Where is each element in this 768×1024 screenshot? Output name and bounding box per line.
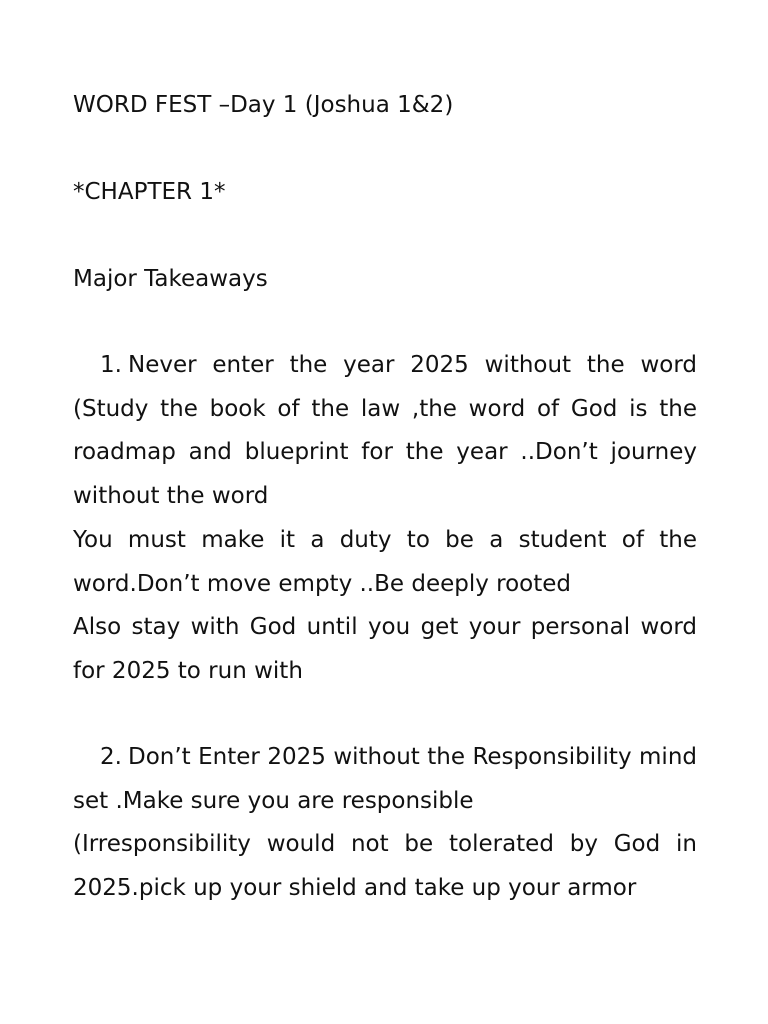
takeaway-item-2-text-1: Don’t Enter 2025 without the Responsibility mind set .Make sure you are responsible xyxy=(73,744,697,814)
takeaway-item-2-number: 2. xyxy=(100,744,122,770)
takeaway-item-1-paragraph-2: You must make it a duty to be a student of the word.Don’t move empty ..Be deeply rooted xyxy=(73,526,697,597)
takeaway-item-2-paragraph-2: (Irresponsibility would not be tolerated by God in 2025.pick up your shield and take up your armor xyxy=(73,831,697,902)
document-title: WORD FEST –Day 1 (Joshua 1&2) xyxy=(73,92,454,118)
takeaway-item-1-paragraph-3: Also stay with God until you get your personal word for 2025 to run with xyxy=(73,614,697,684)
takeaway-item-1-text-1: Never enter the year 2025 without the word (Study the book of the law ,the word of God is the roadmap and blueprint for the year ..Don’t journey without the word xyxy=(73,352,697,510)
chapter-heading: *CHAPTER 1* xyxy=(73,179,226,205)
takeaway-item-1 xyxy=(73,344,697,694)
takeaway-item-2 xyxy=(73,736,697,911)
section-heading: Major Takeaways xyxy=(73,266,268,292)
takeaway-item-1-number: 1. xyxy=(100,352,122,378)
takeaway-item-1-paragraph-1 xyxy=(73,344,697,519)
takeaway-item-2-paragraph-1 xyxy=(73,736,697,823)
